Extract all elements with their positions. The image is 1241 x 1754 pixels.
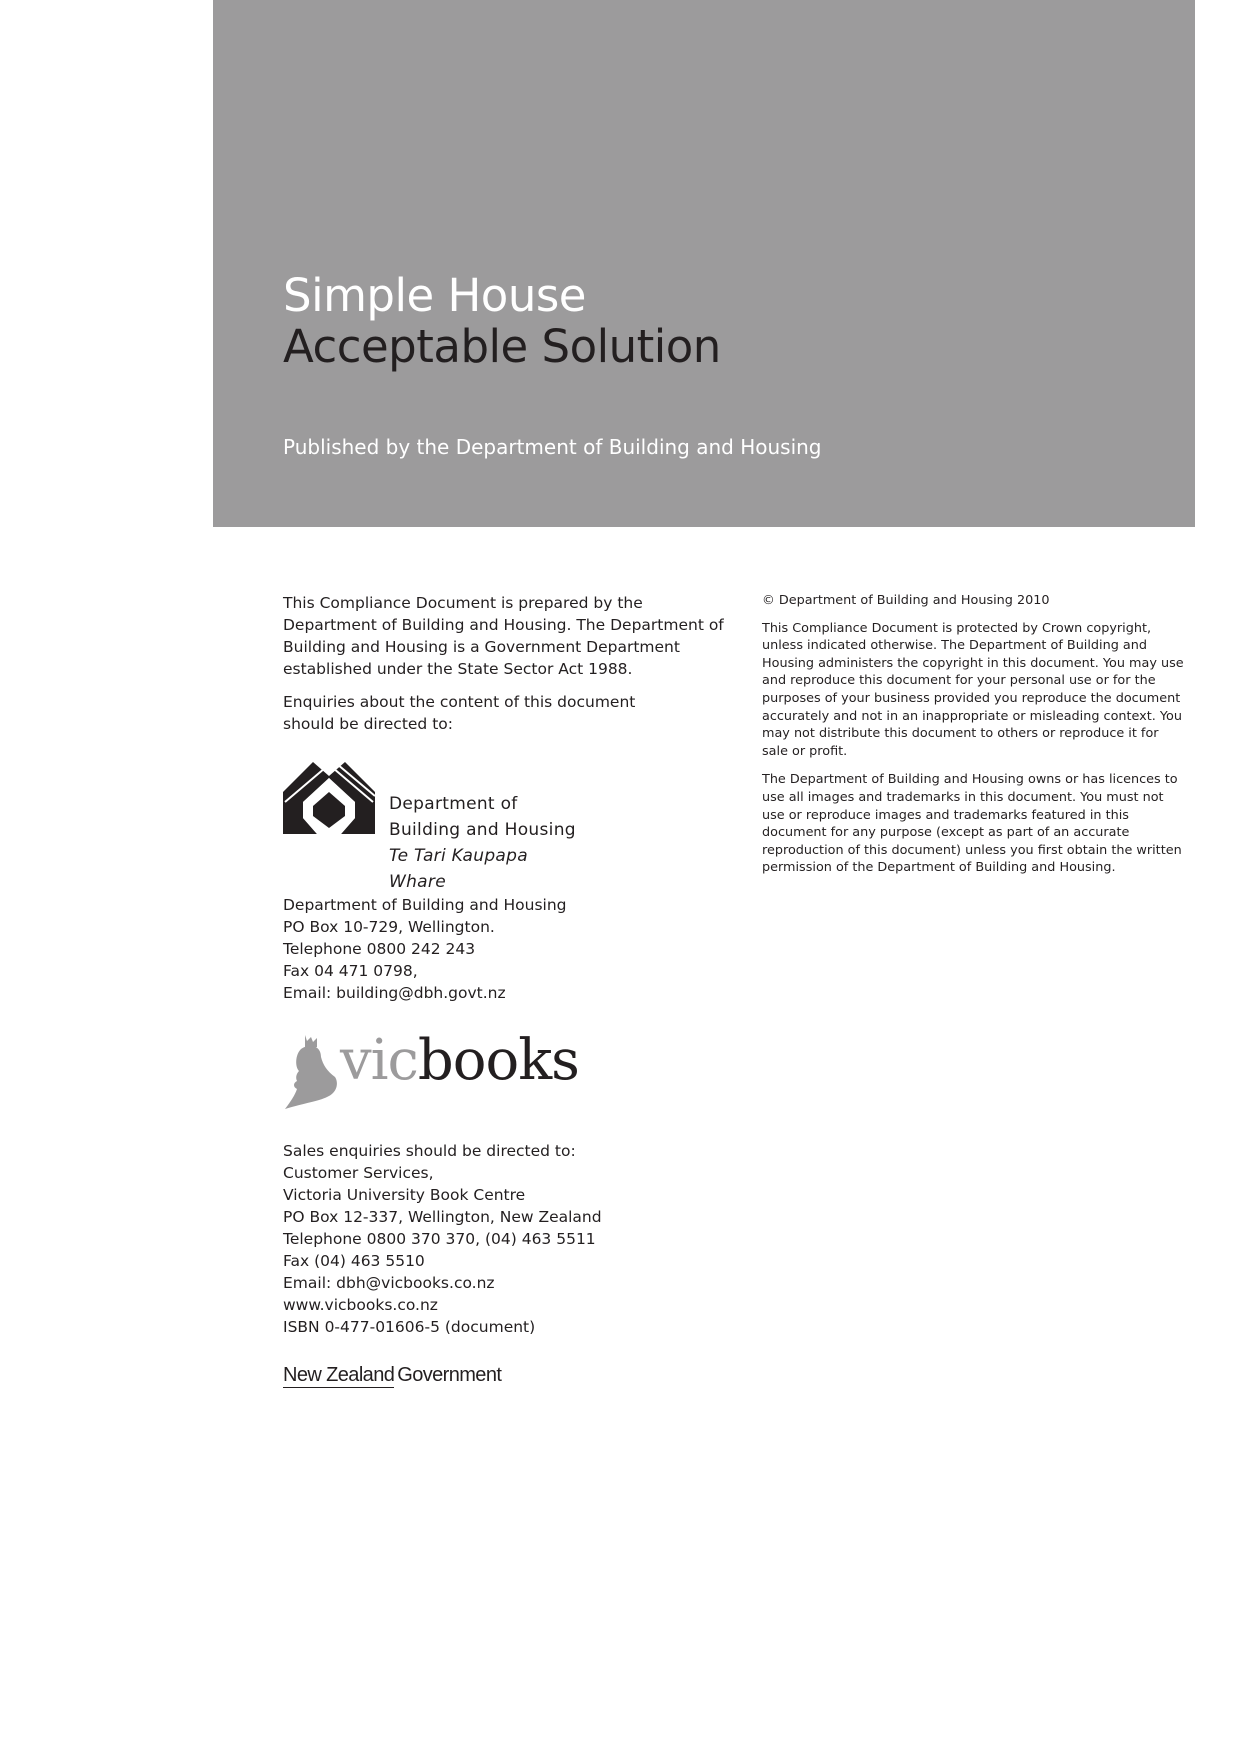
sales-contact	[283, 1140, 602, 1338]
dbh-logo-line-3: Te Tari Kaupapa Whare	[389, 846, 528, 892]
document-title	[283, 270, 721, 372]
dbh-logo-text	[389, 791, 583, 895]
nz-government-logo	[283, 1364, 501, 1387]
sales-line: PO Box 12-337, Wellington, New Zealand	[283, 1208, 602, 1226]
intro-paragraph: This Compliance Document is prepared by the Department of Building and Housing. The Department of Building and Housing is a Government Department established under the State Sector Act 1988.	[283, 594, 724, 678]
sales-line: Sales enquiries should be directed to:	[283, 1142, 576, 1160]
sales-line: Victoria University Book Centre	[283, 1186, 526, 1204]
vicbooks-word-books: books	[417, 1028, 579, 1093]
sales-line: www.vicbooks.co.nz	[283, 1296, 438, 1314]
address-line: Email: building@dbh.govt.nz	[283, 984, 506, 1002]
dbh-logo-line-1: Department of	[389, 794, 518, 814]
title-line-2: Acceptable Solution	[283, 320, 721, 373]
address-line: Department of Building and Housing	[283, 896, 567, 914]
address-line: Fax 04 471 0798,	[283, 962, 418, 980]
dbh-address	[283, 894, 567, 1004]
right-column	[762, 592, 1187, 877]
images-notice-paragraph: The Department of Building and Housing owns or has licences to use all images and trademarks in this document. You must not use or reproduce images and trademarks featured in this document for any purpose (except as part of an accurate reproduction of this document) unless you first obtain the written permission of the Department of Building and Housing.	[762, 772, 1182, 876]
sales-line: Customer Services,	[283, 1164, 434, 1182]
address-line: PO Box 10-729, Wellington.	[283, 918, 495, 936]
sales-line: Email: dbh@vicbooks.co.nz	[283, 1274, 495, 1292]
nz-government-logo-part-2: Government	[397, 1364, 502, 1386]
sales-line: ISBN 0-477-01606-5 (document)	[283, 1318, 536, 1336]
nz-government-logo-part-1: New Zealand	[283, 1364, 395, 1386]
crown-copyright-paragraph: This Compliance Document is protected by Crown copyright, unless indicated otherwise. The Department of Building and Housing administers the copyright in this document. You may use and reproduce this document for your personal use or for the purposes of your business provided you reproduce the document accurately and not in an inappropriate or misleading context. You may not distribute this document to others or reproduce it for sale or profit.	[762, 620, 1184, 759]
left-column	[283, 592, 733, 735]
address-line: Telephone 0800 242 243	[283, 940, 476, 958]
dbh-logo	[283, 762, 583, 892]
enquiries-paragraph: Enquiries about the content of this document should be directed to:	[283, 693, 636, 733]
publisher-line: Published by the Department of Building and Housing	[283, 435, 822, 459]
vicbooks-logo	[283, 1028, 579, 1113]
title-line-1: Simple House	[283, 269, 586, 322]
vicbooks-word-vic: vic	[340, 1028, 418, 1093]
vicbooks-wordmark	[340, 1028, 579, 1093]
sales-line: Telephone 0800 370 370, (04) 463 5511	[283, 1230, 596, 1248]
sales-line: Fax (04) 463 5510	[283, 1252, 425, 1270]
copyright-line: © Department of Building and Housing 2010	[762, 593, 1050, 608]
cover-banner	[213, 0, 1195, 527]
dbh-logo-line-2: Building and Housing	[389, 820, 576, 840]
house-hands-icon	[283, 762, 375, 834]
queen-victoria-silhouette-icon	[283, 1033, 339, 1109]
